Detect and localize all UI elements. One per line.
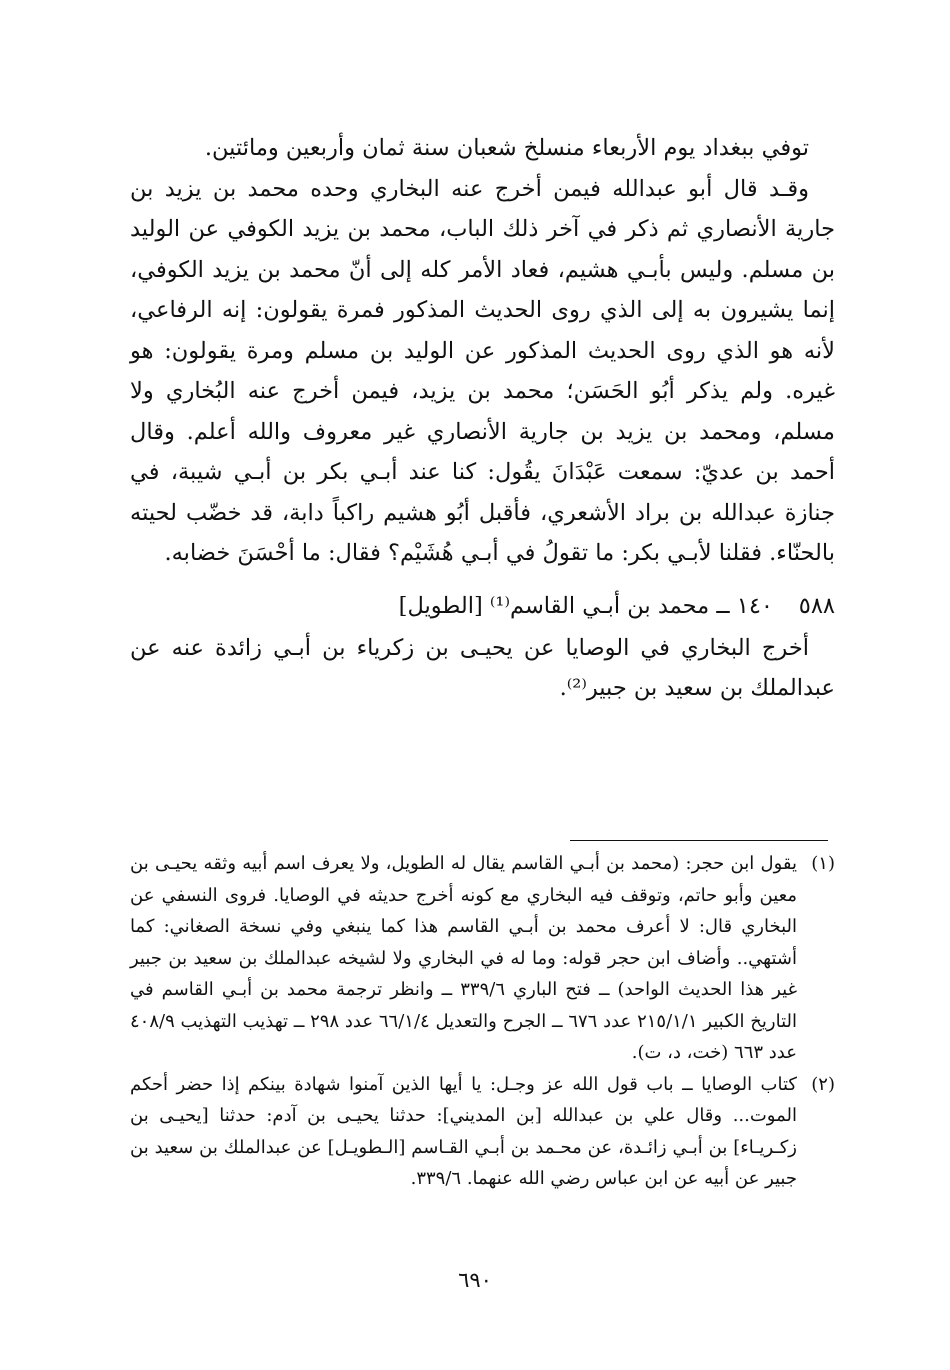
page-number: ٦٩٠ — [458, 1268, 492, 1292]
footnote-marker: (١) — [811, 853, 835, 874]
footnote-1 — [130, 848, 835, 1069]
entry-sequence-number: ٥٨٨ — [798, 592, 835, 619]
entry-heading — [130, 584, 835, 628]
entry-text: أخرج البخاري في الوصايا عن يحيـى بن زكرياء بن أبـي زائدة عنه عن عبدالملك بن سعيد بن جبير⁽²⁾. — [130, 634, 835, 701]
entry-title: ١٤٠ ــ محمد بن أبـي القاسم⁽¹⁾ [الطويل] — [398, 592, 773, 619]
footnote-text: يقول ابن حجر: (محمد بن أبـي القاسم يقال له الطويل، ولا يعرف اسم أبيه وثقه يحيـى بن معين وأبو حاتم، وتوقف فيه البخاري مع كونه أخرج حديثه في الوصايا. فروى النسفي عن البخاري قال: لا أعرف محمد بن أبـي القاسم هذا كما ينبغي وفي نسخة الصغاني: كما أشتهي.. وأضاف ابن حجر قوله: وما له في البخاري ولا لشيخه عبدالملك بن سعيد بن جبير غير هذا الحديث الواحد) ــ فتح الباري ٣٣٩/٦ ــ وانظر ترجمة محمد بن أبـي القاسم في التاريخ الكبير ٢١٥/١/١ عدد ٦٧٦ ــ الجرح والتعديل ٦٦/١/٤ عدد ٢٩٨ ــ تهذيب التهذيب ٤٠٨/٩ عدد ٦٦٣ (خت، د، ت). — [130, 853, 797, 1063]
footnote-2 — [130, 1069, 835, 1195]
footnotes — [130, 848, 835, 1195]
footnote-separator — [570, 840, 828, 841]
paragraph-2: وقـد قال أبو عبدالله فيمن أخرج عنه البخاري وحده محمد بن يزيد بن جارية الأنصاري ثم ذكر في آخر ذلك الباب، محمد بن يزيد الكوفي عن الوليد بن مسلم. وليس بأبـي هشيم، فعاد الأمر كله إلى أنّ محمد بن يزيد الكوفي، إنما يشيرون به إلى الذي روى الحديث المذكور فمرة يقولون: إنه الرفاعي، لأنه هو الذي روى الحديث المذكور عن الوليد بن مسلم ومرة يقولون: هو غيره. ولم يذكر أبُو الحَسَن؛ محمد بن يزيد، فيمن أخرج عنه البُخاري ولا مسلم، ومحمد بن يزيد بن جارية الأنصاري غير معروف والله أعلم. وقال أحمد بن عديّ: سمعت عَبْدَانَ يقُول: كنا عند أبـي بكر بن أبـي شيبة، في جنازة عبدالله بن براد الأشعري، فأقبل أبُو هشيم راكباً دابة، قد خضّب لحيته بالحنّاء. فقلنا لأبـي بكر: ما تقولُ في أبـي هُشَيْم؟ فقال: ما أحْسَنَ خضابه. — [130, 175, 835, 566]
paragraph-1: توفي ببغداد يوم الأربعاء منسلخ شعبان سنة ثمان وأربعين ومائتين. — [204, 135, 809, 161]
main-text — [130, 128, 835, 709]
footnote-marker: (٢) — [811, 1073, 835, 1095]
footnote-text: كتاب الوصايا ــ باب قول الله عز وجـل: يا أيها الذين آمنوا شهادة بينكم إذا حضر أحكم الموت... وقال علي بن عبدالله [بن المديني]: حدثنا يحيـى بن آدم: حدثنا [يحيـى بن زكـريـاء] بن أبـي زائـدة، عن محـمد بن أبـي القـاسم [الـطويـل] عن عبدالملك بن سعيد بن جبير عن أبيه عن ابن عباس رضي الله عنهما. ٣٣٩/٦. — [130, 1073, 797, 1189]
